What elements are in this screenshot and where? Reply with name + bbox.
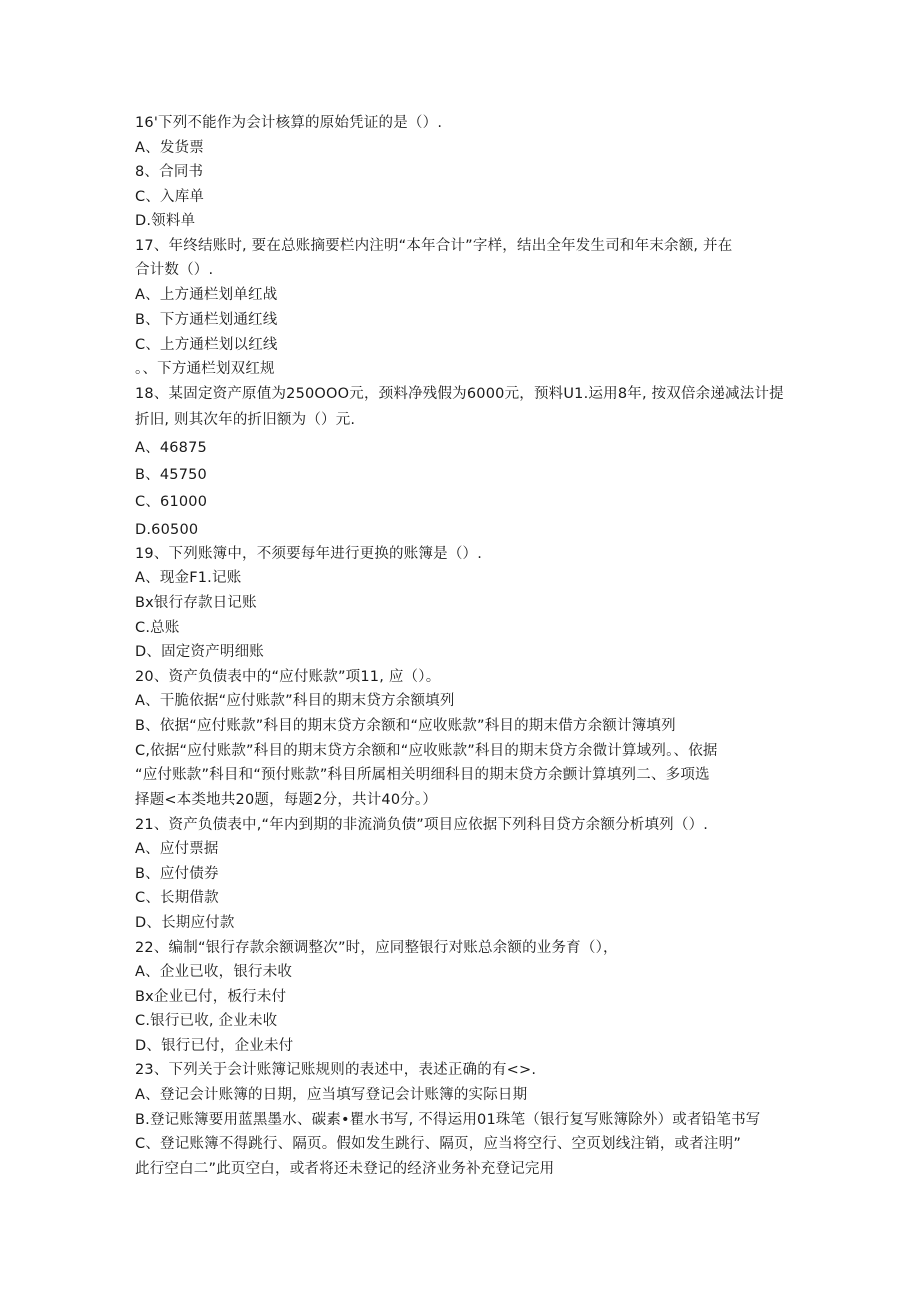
section-heading-multiple-choice: 择题<本类地共20题，每题2分，共计40分。） <box>135 792 438 808</box>
question-20-option-c: C,依据“应付账款”科目的期末贷方余额和“应收账款”科目的期末贷方余微计算域列。、依据 <box>135 743 718 759</box>
question-22-option-a: A、企业已收，银行未收 <box>135 964 293 980</box>
question-23-stem: 23、下列关于会计账簿记账规则的表述中，表述正确的有<>. <box>135 1062 537 1078</box>
question-19-stem: 19、下列账簿中，不须要每年进行更换的账簿是（）. <box>135 546 483 562</box>
question-19-option-b: Bx银行存款日记账 <box>135 595 257 611</box>
question-20-option-d: “应付账款”科目和“预付账款”科目所属相关明细科目的期末贷方余颤计算填列二、多项选 <box>135 767 710 783</box>
question-16-option-c: C、入库单 <box>135 189 205 205</box>
question-21-option-a: A、应付票据 <box>135 841 219 857</box>
question-21-stem: 21、资产负债表中,“年内到期的非流淌负债”项目应依据下列科目贷方余额分析填列（）. <box>135 817 709 833</box>
question-17-option-c: C、上方通栏划以红线 <box>135 337 278 353</box>
question-16-option-b: 8、合同书 <box>135 164 204 180</box>
question-22-option-b: Bx企业已付，板行未付 <box>135 989 287 1005</box>
question-22-option-c: C.银行已收, 企业未收 <box>135 1013 278 1029</box>
question-20-option-a: A、干脆依据“应付账款”科目的期末贷方余额填列 <box>135 693 455 709</box>
question-18-stem: 18、某固定资产原值为250OOO元，颈料净残假为6000元，预料U1.运用8年, 按双倍余递减法计提 <box>135 386 784 402</box>
question-18-option-c: C、61000 <box>135 494 208 510</box>
question-16-stem: 16'下列不能作为会计核算的原始凭证的是（）. <box>135 115 443 131</box>
question-17-option-d: 。、下方通栏划双红规 <box>135 361 275 377</box>
question-17-option-a: A、上方通栏划单红战 <box>135 287 278 303</box>
question-23-option-c-cont: 此行空白二”此页空白，或者将还未登记的经济业务补充登记完用 <box>135 1161 555 1177</box>
question-20-stem: 20、资产负债表中的“应付账款”项11, 应（）。 <box>135 669 441 685</box>
question-20-option-b: B、依据“应付账款”科目的期末贷方余额和“应收账款”科目的期末借方余额计簿填列 <box>135 718 676 734</box>
question-22-option-d: D、银行已付，企业未付 <box>135 1038 294 1054</box>
question-18-option-d: D.60500 <box>135 522 199 538</box>
question-23-option-a: A、登记会计账簿的日期，应当填写登记会计账簿的实际日期 <box>135 1087 528 1103</box>
question-21-option-c: C、长期借款 <box>135 890 219 906</box>
question-17-stem-cont: 合计数（）. <box>135 262 214 278</box>
question-19-option-d: D、固定资产明细账 <box>135 644 264 660</box>
question-23-option-c: C、登记账簿不得跳行、隔页。假如发生跳行、隔页，应当将空行、空页划线注销，或者注明” <box>135 1136 742 1152</box>
question-21-option-b: B、应付债券 <box>135 866 219 882</box>
question-16-option-a: A、发货票 <box>135 140 204 156</box>
question-18-option-b: B、45750 <box>135 467 207 483</box>
question-19-option-c: C.总账 <box>135 620 180 636</box>
question-18-option-a: A、46875 <box>135 440 207 456</box>
question-23-option-b: B.登记账簿要用蓝黑墨水、碳素•瞿水书写, 不得运用01珠笔（银行复写账簿除外）或者铅笔书写 <box>135 1112 761 1128</box>
question-19-option-a: A、现金F1.记账 <box>135 570 242 586</box>
question-17-option-b: B、下方通栏划通红线 <box>135 312 278 328</box>
question-17-stem: 17、年终结账时, 要在总账摘要栏内注明“本年合计”字样，结出全年发生司和年末余额, 并在 <box>135 238 733 254</box>
question-22-stem: 22、编制“银行存款余额调整次”时，应同整银行对账总余额的业务育（）， <box>135 940 618 956</box>
question-18-stem-cont: 折旧, 则其次年的折旧额为（）元. <box>135 412 356 428</box>
question-16-option-d: D.领料单 <box>135 213 196 229</box>
question-21-option-d: D、长期应付款 <box>135 915 235 931</box>
